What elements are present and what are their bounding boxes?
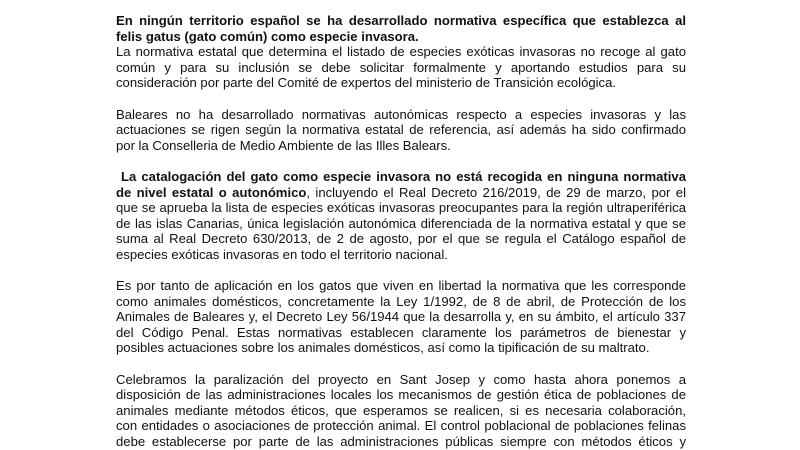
paragraph-3-line-3: que se aprueba la lista de especies exóticas invasoras preocupantes para la región ultraperiférica — [116, 200, 686, 216]
paragraph-3-line-2 — [116, 185, 686, 201]
paragraph-5 — [116, 372, 686, 450]
paragraph-3 — [116, 169, 686, 263]
paragraph-3-line-1: La catalogación del gato como especie invasora no está recogida en ninguna normativa — [116, 168, 686, 184]
paragraph-4-line-2: como animales domésticos, concretamente la Ley 1/1992, de 8 de abril, de Protección de los — [116, 293, 686, 309]
paragraph-1-line-3: La normativa estatal que determina el listado de especies exóticas invasoras no recoge al gato — [116, 44, 686, 60]
paragraph-5-line-2: disposición de las administraciones locales los mecanismos de gestión ética de poblaciones de — [116, 387, 686, 403]
paragraph-1-line-4: común y para su inclusión se debe solicitar formalmente y aportando estudios para su — [116, 59, 686, 75]
paragraph-2-line-1: Baleares no ha desarrollado normativas autonómicas respecto a especies invasoras y las — [116, 106, 686, 122]
paragraph-5-line-3: animales mediante métodos éticos, que esperamos se realicen, si es necesaria colaboración, — [116, 402, 686, 418]
document-page — [116, 13, 686, 450]
paragraph-1-line-5: consideración por parte del Comité de expertos del ministerio de Transición ecológica. — [116, 75, 617, 91]
paragraph-gap — [116, 356, 686, 372]
paragraph-4-line-3: Animales de Baleares y, el Decreto Ley 56/1944 que la desarrolla y, en su ámbito, el artículo 337 — [116, 309, 686, 325]
paragraph-5-line-1: Celebramos la paralización del proyecto en Sant Josep y como hasta ahora ponemos a — [116, 371, 686, 387]
paragraph-1-line-1: En ningún territorio español se ha desarrollado normativa específica que establezca al — [116, 13, 686, 28]
paragraph-gap — [116, 91, 686, 107]
paragraph-3-line-2-rest: , incluyendo el Real Decreto 216/2019, de 29 de marzo, por el — [306, 184, 686, 200]
paragraph-3-line-2-bold: de nivel estatal o autonómico — [116, 184, 307, 200]
paragraph-2 — [116, 107, 686, 154]
paragraph-gap — [116, 153, 686, 169]
paragraph-1-line-2: felis gatus (gato común) como especie invasora. — [116, 28, 419, 44]
paragraph-5-line-5: debe establecerse por parte de las administraciones públicas siempre con métodos éticos y — [116, 434, 686, 450]
paragraph-gap — [116, 263, 686, 279]
paragraph-5-line-4: con entidades o asociaciones de protección animal. El control poblacional de poblaciones felinas — [116, 418, 686, 434]
paragraph-4-line-5: posibles actuaciones sobre los animales domésticos, así como la tipificación de su maltrato. — [116, 340, 650, 356]
paragraph-2-line-2: actuaciones se rigen según la normativa estatal de referencia, así además ha sido confirmado — [116, 122, 686, 138]
paragraph-2-line-3: por la Conselleria de Medio Ambiente de las Illes Balears. — [116, 137, 451, 153]
paragraph-3-line-5: suma al Real Decreto 630/2013, de 2 de agosto, por el que se regula el Catálogo español de — [116, 231, 686, 247]
paragraph-4-line-4: del Código Penal. Estas normativas establecen claramente los parámetros de bienestar y — [116, 324, 686, 340]
paragraph-1 — [116, 13, 686, 91]
paragraph-4-line-1: Es por tanto de aplicación en los gatos que viven en libertad la normativa que les corresponde — [116, 278, 686, 294]
paragraph-3-line-6: especies exóticas invasoras en todo el territorio nacional. — [116, 246, 448, 262]
paragraph-4 — [116, 278, 686, 356]
paragraph-3-line-4: de las islas Canarias, única legislación autonómica diferenciada de la normativa estatal y que se — [116, 215, 686, 231]
